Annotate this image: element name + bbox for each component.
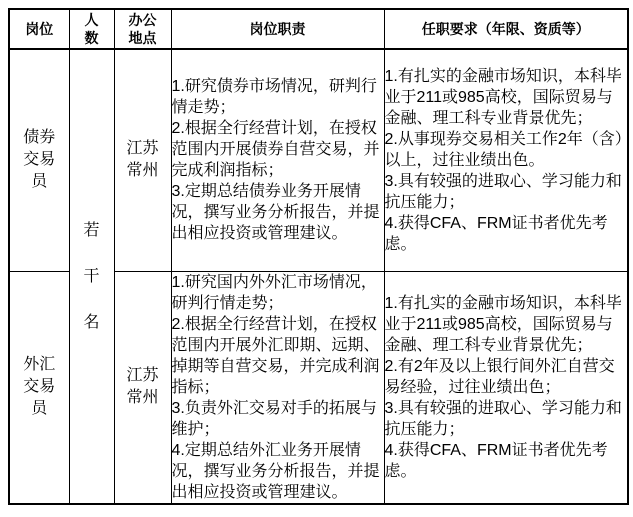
duty-item: 2.根据全行经营计划，在授权范围内开展债券自营交易，并完成利润指标； [171, 120, 380, 180]
requirements-cell [384, 271, 628, 504]
headcount-value: 若干名 [83, 221, 100, 331]
duty-item: 2.根据全行经营计划，在授权范围内开展外汇即期、远期、掉期等自营交易，并完成利润指标； [171, 315, 380, 396]
duty-item: 1.研究债券市场情况，研判行情走势； [171, 78, 377, 117]
duties-cell [171, 49, 384, 271]
requirement-item: 4.获得CFA、FRM证书者优先考虑。 [384, 214, 608, 253]
headcount-cell [69, 49, 114, 504]
duty-item: 4.定期总结外汇业务开展情况，撰写业务分析报告，并提出相应投资或管理建议。 [171, 441, 380, 501]
duties-cell [171, 271, 384, 504]
header-location [114, 9, 171, 49]
header-headcount [69, 9, 114, 49]
position-label: 外汇交易员 [23, 356, 56, 418]
location-cell [114, 271, 171, 504]
position-label: 债券交易员 [23, 129, 56, 191]
header-duties [171, 9, 384, 49]
requirement-item: 3.具有较强的进取心、学习能力和抗压能力； [384, 172, 622, 211]
header-position [9, 9, 69, 49]
duty-item: 3.负责外汇交易对手的拓展与维护； [171, 399, 377, 438]
requirement-item: 1.有扎实的金融市场知识，本科毕业于211或985高校，国际贸易与金融、理工科专业背景优先； [384, 294, 622, 354]
requirement-item: 1.有扎实的金融市场知识，本科毕业于211或985高校，国际贸易与金融、理工科专业背景优先； [384, 67, 622, 127]
requirement-item: 4.获得CFA、FRM证书者优先考虑。 [384, 441, 608, 480]
requirements-cell [384, 49, 628, 271]
location-label: 江苏常州 [126, 367, 159, 407]
job-positions-table [8, 8, 629, 505]
duty-item: 1.研究国内外外汇市场情况，研判行情走势； [171, 273, 377, 312]
requirement-item: 2.有2年及以上银行间外汇自营交易经验，过往业绩出色； [384, 357, 615, 396]
table-row-bond-trader [9, 49, 628, 271]
header-row [9, 9, 628, 49]
requirement-item: 3.具有较强的进取心、学习能力和抗压能力； [384, 399, 622, 438]
header-duties-label: 岗位职责 [249, 21, 306, 37]
position-cell-fx-trader [9, 271, 69, 504]
location-cell [114, 49, 171, 271]
header-requirements [384, 9, 628, 49]
location-label: 江苏常州 [126, 140, 159, 180]
position-cell-bond-trader [9, 49, 69, 271]
header-requirements-label: 任职要求（年限、资质等） [421, 21, 590, 37]
duty-item: 3.定期总结债券业务开展情况，撰写业务分析报告，并提出相应投资或管理建议。 [171, 183, 380, 243]
header-location-label: 办公地点 [128, 12, 157, 46]
requirement-item: 2.从事现券交易相关工作2年（含）以上，过往业绩出色。 [384, 130, 623, 169]
header-position-label: 岗位 [25, 21, 54, 37]
header-headcount-label: 人数 [84, 12, 99, 46]
